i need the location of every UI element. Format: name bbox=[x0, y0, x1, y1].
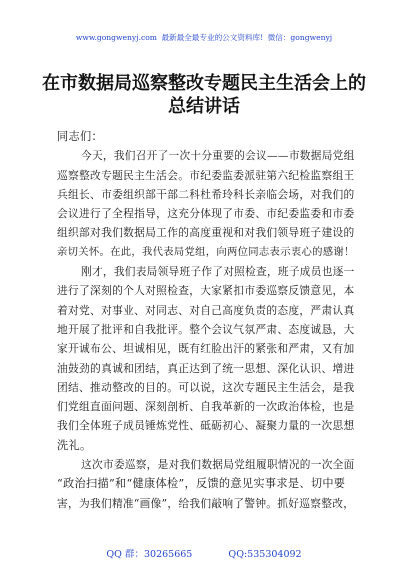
text-line: 进行了深刻的个人对照检查，大家紧扣市委巡察反馈意见，本 bbox=[57, 284, 355, 298]
title-line-1: 在市数据局巡察整改专题民主生活会上的 bbox=[42, 73, 366, 94]
document-title bbox=[40, 72, 368, 118]
text-line: “政治扫描”和“健康体检”，反馈的意见实事求是、切中要 bbox=[57, 477, 346, 491]
text-line: 今天，我们召开了一次十分重要的会议——市数据局党组 bbox=[81, 149, 355, 163]
text-line: 家开诚布公、坦诚相见，既有红脸出汗的紧张和严肃，又有加 bbox=[57, 342, 355, 356]
title-line-2: 总结讲话 bbox=[168, 96, 240, 117]
text-line: 油鼓劲的真诚和团结，真正达到了统一思想、深化认识、增进 bbox=[57, 361, 355, 375]
paragraph-3 bbox=[57, 455, 357, 513]
document-body bbox=[57, 127, 357, 513]
text-line: 会议进行了全程指导，这充分体现了市委、市纪委监委和市委 bbox=[57, 207, 355, 221]
paragraph-1 bbox=[57, 146, 357, 262]
text-line: 地开展了批评和自我批评。整个会议气氛严肃、态度诚恳，大 bbox=[57, 322, 355, 336]
text-line: 兵组长、市委组织部干部二科杜希玲科长亲临会场，对我们的 bbox=[57, 187, 355, 201]
footer-qq: QQ:535304092 bbox=[228, 549, 302, 560]
text-line: 团结、推动整改的目的。可以说，这次专题民主生活会，是我 bbox=[57, 380, 355, 394]
footer-qq-group: QQ 群：30265665 bbox=[106, 549, 193, 560]
text-line: 亲切关怀。在此，我代表局党组，向两位同志表示衷心的感谢！ bbox=[57, 245, 355, 258]
header-site-link[interactable]: www.gongwenyj.com bbox=[75, 33, 158, 42]
header-slogan: 最新最全最专业的公文资料库! bbox=[161, 33, 264, 42]
text-line: 着对党、对事业、对同志、对自己高度负责的态度，严肃认真 bbox=[57, 303, 355, 317]
page-footer bbox=[0, 549, 408, 561]
header-wechat: 微信：gongwenyj bbox=[267, 33, 333, 42]
text-line: 洗礼。 bbox=[57, 438, 92, 452]
text-line: 这次市委巡察，是对我们数据局党组履职情况的一次全面 bbox=[81, 458, 355, 472]
page-header bbox=[0, 33, 408, 43]
paragraph-2 bbox=[57, 262, 357, 455]
text-line: 组织部对我们数据局工作的高度重视和对我们领导班子建设的 bbox=[57, 226, 355, 240]
text-line: 害，为我们精准“画像”，给我们敲响了警钟。抓好巡察整改， bbox=[57, 496, 355, 510]
text-line: 巡察整改专题民主生活会。市纪委监委派驻第六纪检监察组王 bbox=[57, 168, 355, 182]
text-line: 们党组直面问题、深刻剖析、自我革新的一次政治体检，也是 bbox=[57, 400, 355, 414]
text-line: 我们全体班子成员锤炼党性、砥砺初心、凝聚力量的一次思想 bbox=[57, 419, 355, 433]
text-line: 刚才，我们表局领导班子作了对照检查，班子成员也逐一 bbox=[81, 265, 355, 279]
salutation: 同志们： bbox=[57, 130, 103, 143]
